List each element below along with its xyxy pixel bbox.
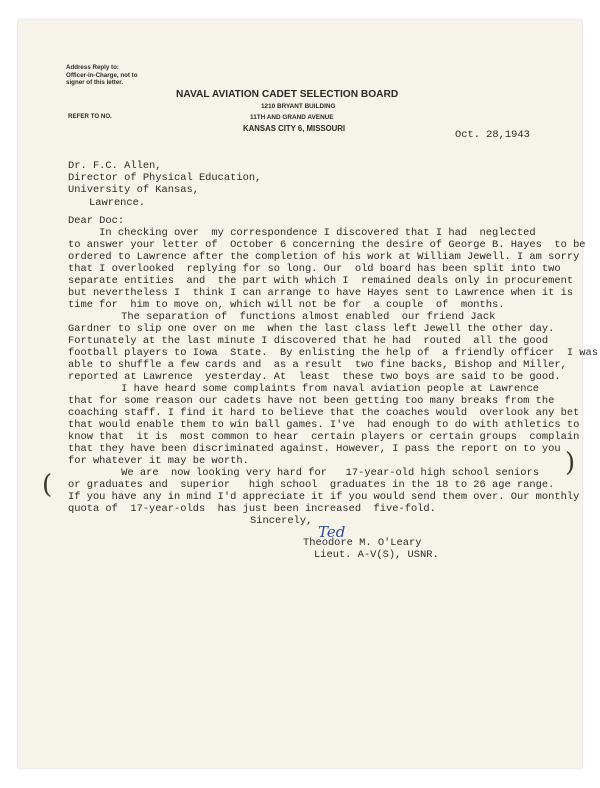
salutation: Dear Doc: xyxy=(68,215,125,227)
body-line: The separation of functions almost enabled our friend Jack xyxy=(90,311,496,323)
address-note-line: Address Reply to: xyxy=(66,64,119,71)
right-margin-bracket: ) xyxy=(565,448,576,478)
body-line: able to shuffle a few cards and as a result two fine backs, Bishop and Miller, xyxy=(68,359,567,371)
address-reply-note xyxy=(66,64,138,87)
body-line: that I overlooked replying for so long. Our old board has been split into two xyxy=(68,263,561,275)
recipient-line: Director of Physical Education, xyxy=(68,172,262,185)
signer-rank: Lieut. A-V(S), USNR. xyxy=(314,549,439,561)
body-line: that they have been discriminated against. However, I pass the report on to you xyxy=(68,443,561,455)
letterhead-org: NAVAL AVIATION CADET SELECTION BOARD xyxy=(176,89,399,100)
body-line: for whatever it may be worth. xyxy=(68,455,249,467)
body-line: Fortunately at the last minute I discovered that he had routed all the good xyxy=(68,335,549,347)
body-line: We are now looking very hard for 17-year-old high school seniors xyxy=(90,467,539,479)
recipient-line: Lawrence. xyxy=(89,196,146,209)
body-line: football players to Iowa State. By enlisting the help of a friendly officer I was xyxy=(68,347,599,359)
address-note-line: Officer-in-Charge, not to xyxy=(66,71,138,79)
body-line: coaching staff. I find it hard to believe that the coaches would overlook any bet xyxy=(68,407,580,419)
body-line: In checking over my correspondence I discovered that I had neglected xyxy=(68,227,536,239)
address-note-line: signer of this letter. xyxy=(66,79,124,87)
letterhead-address-2: 11TH AND GRAND AVENUE xyxy=(250,114,334,121)
body-line: reported at Lawrence yesterday. At least these two boys are said to be good. xyxy=(68,371,561,383)
closing: Sincerely, xyxy=(250,515,313,527)
body-line: Gardner to slip one over on me when the last class left Jewell the other day. xyxy=(68,323,555,335)
body-line: ordered to Lawrence after the completion of his work at William Jewell. I am sorry xyxy=(68,251,580,263)
refer-to-label: REFER TO NO. xyxy=(68,113,112,120)
body-line: or graduates and superior high school graduates in the 18 to 26 age range. xyxy=(68,479,555,491)
body-line: that for some reason our cadets have not been getting too many breaks from the xyxy=(68,395,555,407)
letter-date: Oct. 28,1943 xyxy=(455,129,530,141)
body-line: quota of 17-year-olds has just been increased five-fold. xyxy=(68,503,436,515)
body-line: that would enable them to win ball games. I've had enough to do with athletics to xyxy=(68,419,580,431)
left-margin-bracket: ( xyxy=(42,470,53,500)
recipient-line: Dr. F.C. Allen, xyxy=(68,160,162,172)
letterhead-address-1: 1210 BRYANT BUILDING xyxy=(261,103,336,110)
body-line: time for him to move on, which will not be for a couple of months. xyxy=(68,299,505,311)
body-line: I have heard some complaints from naval aviation people at Lawrence xyxy=(90,383,539,395)
letterhead-address-3: KANSAS CITY 6, MISSOURI xyxy=(243,124,346,133)
body-line: If you have any in mind I'd appreciate it if you would send them over. Our monthly xyxy=(68,491,580,503)
body-line: to answer your letter of October 6 concerning the desire of George B. Hayes to be xyxy=(68,239,586,251)
recipient-line: University of Kansas, xyxy=(68,184,199,197)
body-line: but nevertheless I think I can arrange to have Hayes sent to Lawrence when it is xyxy=(68,287,574,299)
body-line: separate entities and the part with which I remained deals only in procurement xyxy=(68,275,574,287)
signer-name: Theodore M. O'Leary xyxy=(303,537,422,549)
recipient-block xyxy=(68,160,261,209)
body-line: know that it is most common to hear certain players or certain groups complain xyxy=(68,431,580,443)
handwritten-signature: Ted xyxy=(318,523,346,541)
